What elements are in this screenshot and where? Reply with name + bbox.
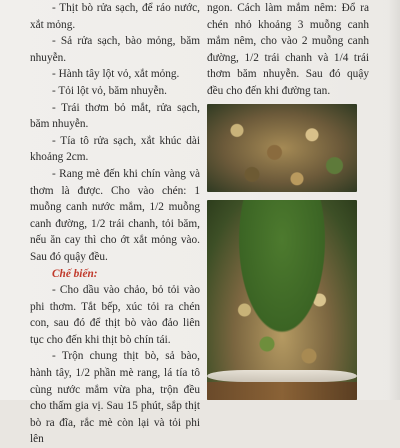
paragraph-pineapple-prep: - Trái thơm bỏ mắt, rửa sạch, băm nhuyễn. (30, 101, 200, 131)
paragraph-garlic-prep: - Tỏi lột vỏ, băm nhuyễn. (52, 84, 167, 97)
section-heading-cooking: Chế biến: (52, 267, 98, 280)
paragraph-sesame-sauce: - Rang mè đến khi chín vàng và thơm là được. Cho vào chén: 1 muỗng canh nước mắm, 1/2 muỗng canh đường, 1/2 trái chanh, tỏi băm, nếu ăn cay thì cho ớt xắt mỏng vào. Sau đó quậy đều. (30, 167, 200, 263)
paragraph-lemongrass-prep: - Sả rửa sạch, bào mỏng, băm nhuyễn. (30, 35, 200, 64)
right-text-column (207, 0, 369, 100)
dish-photo-top (207, 104, 357, 192)
paragraph-perilla-prep: - Tía tô rửa sạch, xắt khúc dài khoảng 2cm. (30, 134, 200, 164)
page-edge-shadow (388, 0, 400, 400)
paragraph-cooking-step-1: - Cho dầu vào chảo, bỏ tỏi vào phi thơm. Tắt bếp, xúc tỏi ra chén con, sau đó để thịt bò vào đảo liên tục cho đến khi thịt bò chín tái. (30, 284, 200, 346)
paragraph-onion-prep: - Hành tây lột vỏ, xắt mỏng. (52, 68, 180, 81)
dish-photo-bottom (207, 200, 357, 400)
table-edge (207, 382, 357, 400)
plate-rim (207, 370, 357, 382)
paragraph-beef-prep: - Thịt bò rửa sạch, để ráo nước, xắt mỏng. (30, 2, 200, 31)
paragraph-cooking-step-2: - Trộn chung thịt bò, sả bào, hành tây, 1/2 phần mè rang, lá tía tô cùng nước mắm vừa pha, trộn đều cho thấm gia vị. Sau 15 phút, sắp thịt bò ra đĩa, rắc mè còn lại và tỏi phi lên (30, 350, 200, 446)
paragraph-fish-sauce-method: ngon. Cách làm mắm nêm: Đổ ra chén nhỏ khoảng 3 muỗng canh mắm nêm, cho vào 2 muỗng canh đường, 1/2 trái chanh và 1/4 trái thơm băm nhuyễn. Sau đó quậy đều cho đến khi đường tan. (207, 2, 369, 97)
left-text-column (30, 0, 200, 448)
